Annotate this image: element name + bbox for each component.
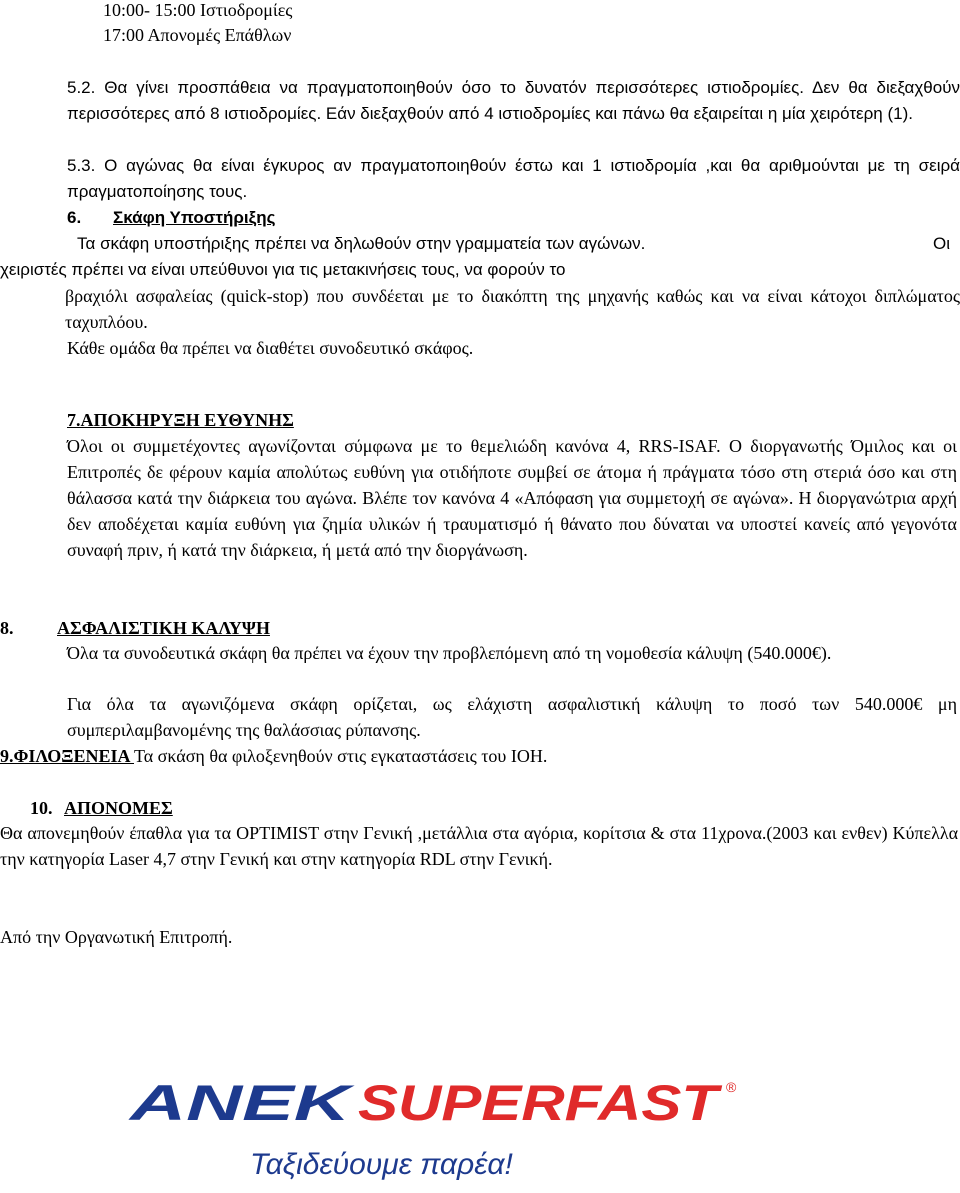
signature: Από την Οργανωτική Επιτροπή.	[0, 927, 233, 947]
section-8-title: ΑΣΦΑΛΙΣΤΙΚΗ ΚΑΛΥΨΗ	[57, 618, 270, 638]
section-5-2: 5.2. Θα γίνει προσπάθεια να πραγματοποιηθούν όσο το δυνατόν περισσότερες ιστιοδρομίες. Δεν θα διεξαχθούν περισσότερες από 8 ιστιοδρομίες. Εάν διεξαχθούν από 4 ιστιοδρομίες και πάνω θα εξαιρείται η μία χειρότερη (1).	[67, 78, 960, 123]
section-6-title: Σκάφη Υποστήριξης	[113, 208, 276, 227]
registered-mark: ®	[726, 1079, 737, 1095]
section-7-title: 7.ΑΠΟΚΗΡΥΞΗ ΕΥΘΥΝΗΣ	[67, 410, 294, 430]
anek-superfast-logo	[120, 1062, 760, 1182]
section-6-line1: Τα σκάφη υποστήριξης πρέπει να δηλωθούν στην γραμματεία των αγώνων.	[77, 234, 646, 253]
section-6-paragraph: βραχιόλι ασφαλείας (quick-stop) που συνδέεται με το διακόπτη της μηχανής καθώς και να είναι κάτοχοι διπλώματος ταχυπλόου.	[65, 286, 960, 332]
section-7-text: Όλοι οι συμμετέχοντες αγωνίζονται σύμφωνα με το θεμελιώδη κανόνα 4, RRS-ISAF. Ο διοργανωτής Όμιλος και οι Επιτροπές δε φέρουν καμία απολύτως ευθύνη για οτιδήποτε συμβεί σε άτομα ή πράγματα τόσο στη στεριά όσο και στη θάλασσα κατά την διάρκεια του αγώνα. Βλέπε τον κανόνα 4 «Απόφαση για συμμετοχή σε αγώνα». Η διοργανώτρια αρχή δεν αποδέχεται καμία ευθύνη για ζημία υλικών ή τραυματισμό ή θάνατο που δύναται να υποστεί κανείς από γεγονότα συναφή πριν, ή κατά την διάρκεια, ή μετά από την διοργάνωση.	[67, 436, 957, 560]
logo-brand-superfast: SUPERFAST	[358, 1075, 724, 1131]
section-9	[0, 743, 547, 769]
section-8-text2: Για όλα τα αγωνιζόμενα σκάφη ορίζεται, ως ελάχιστη ασφαλιστική κάλυψη το ποσό των 540.000€ μη συμπεριλαμβανομένης της θαλάσσιας ρύπανσης.	[67, 694, 957, 740]
section-10-title: ΑΠΟΝΟΜΕΣ	[64, 798, 173, 818]
section-10-number: 10.	[30, 798, 53, 818]
section-6-number: 6.	[67, 208, 82, 227]
section-8-text1: Όλα τα συνοδευτικά σκάφη θα πρέπει να έχουν την προβλεπόμενη από τη νομοθεσία κάλυψη (540.000€).	[67, 643, 832, 663]
section-6-line2: χειριστές πρέπει να είναι υπεύθυνοι για τις μετακινήσεις τους, να φορούν το	[0, 260, 566, 279]
section-6-line1-end: Οι	[933, 234, 950, 253]
logo-brand-anek: ANEK	[126, 1075, 357, 1131]
section-8-number: 8.	[0, 618, 14, 638]
section-6-last-line: Κάθε ομάδα θα πρέπει να διαθέτει συνοδευτικό σκάφος.	[67, 338, 474, 358]
section-5-3: 5.3. Ο αγώνας θα είναι έγκυρος αν πραγματοποιηθούν έστω και 1 ιστιοδρομία ,και θα αριθμούνται με τη σειρά πραγματοποίησης τους.	[67, 156, 960, 201]
schedule-line-races: 10:00- 15:00 Ιστιοδρομίες	[103, 0, 293, 20]
section-9-title: 9.ΦΙΛΟΞΕΝΕΙΑ	[0, 746, 134, 766]
section-9-text: Τα σκάση θα φιλοξενηθούν στις εγκαταστάσεις του ΙΟΗ.	[134, 746, 548, 766]
logo-slogan: Ταξιδεύουμε παρέα!	[250, 1148, 513, 1181]
section-10-text: Θα απονεμηθούν έπαθλα για τα OPTIMIST στην Γενική ,μετάλλια στα αγόρια, κορίτσια & στα 11χρονα.(2003 και ενθεν) Κύπελλα την κατηγορία Laser 4,7 στην Γενική και στην κατηγορία RDL στην Γενική.	[0, 823, 958, 869]
schedule-line-awards: 17:00 Απονομές Επάθλων	[103, 25, 292, 45]
